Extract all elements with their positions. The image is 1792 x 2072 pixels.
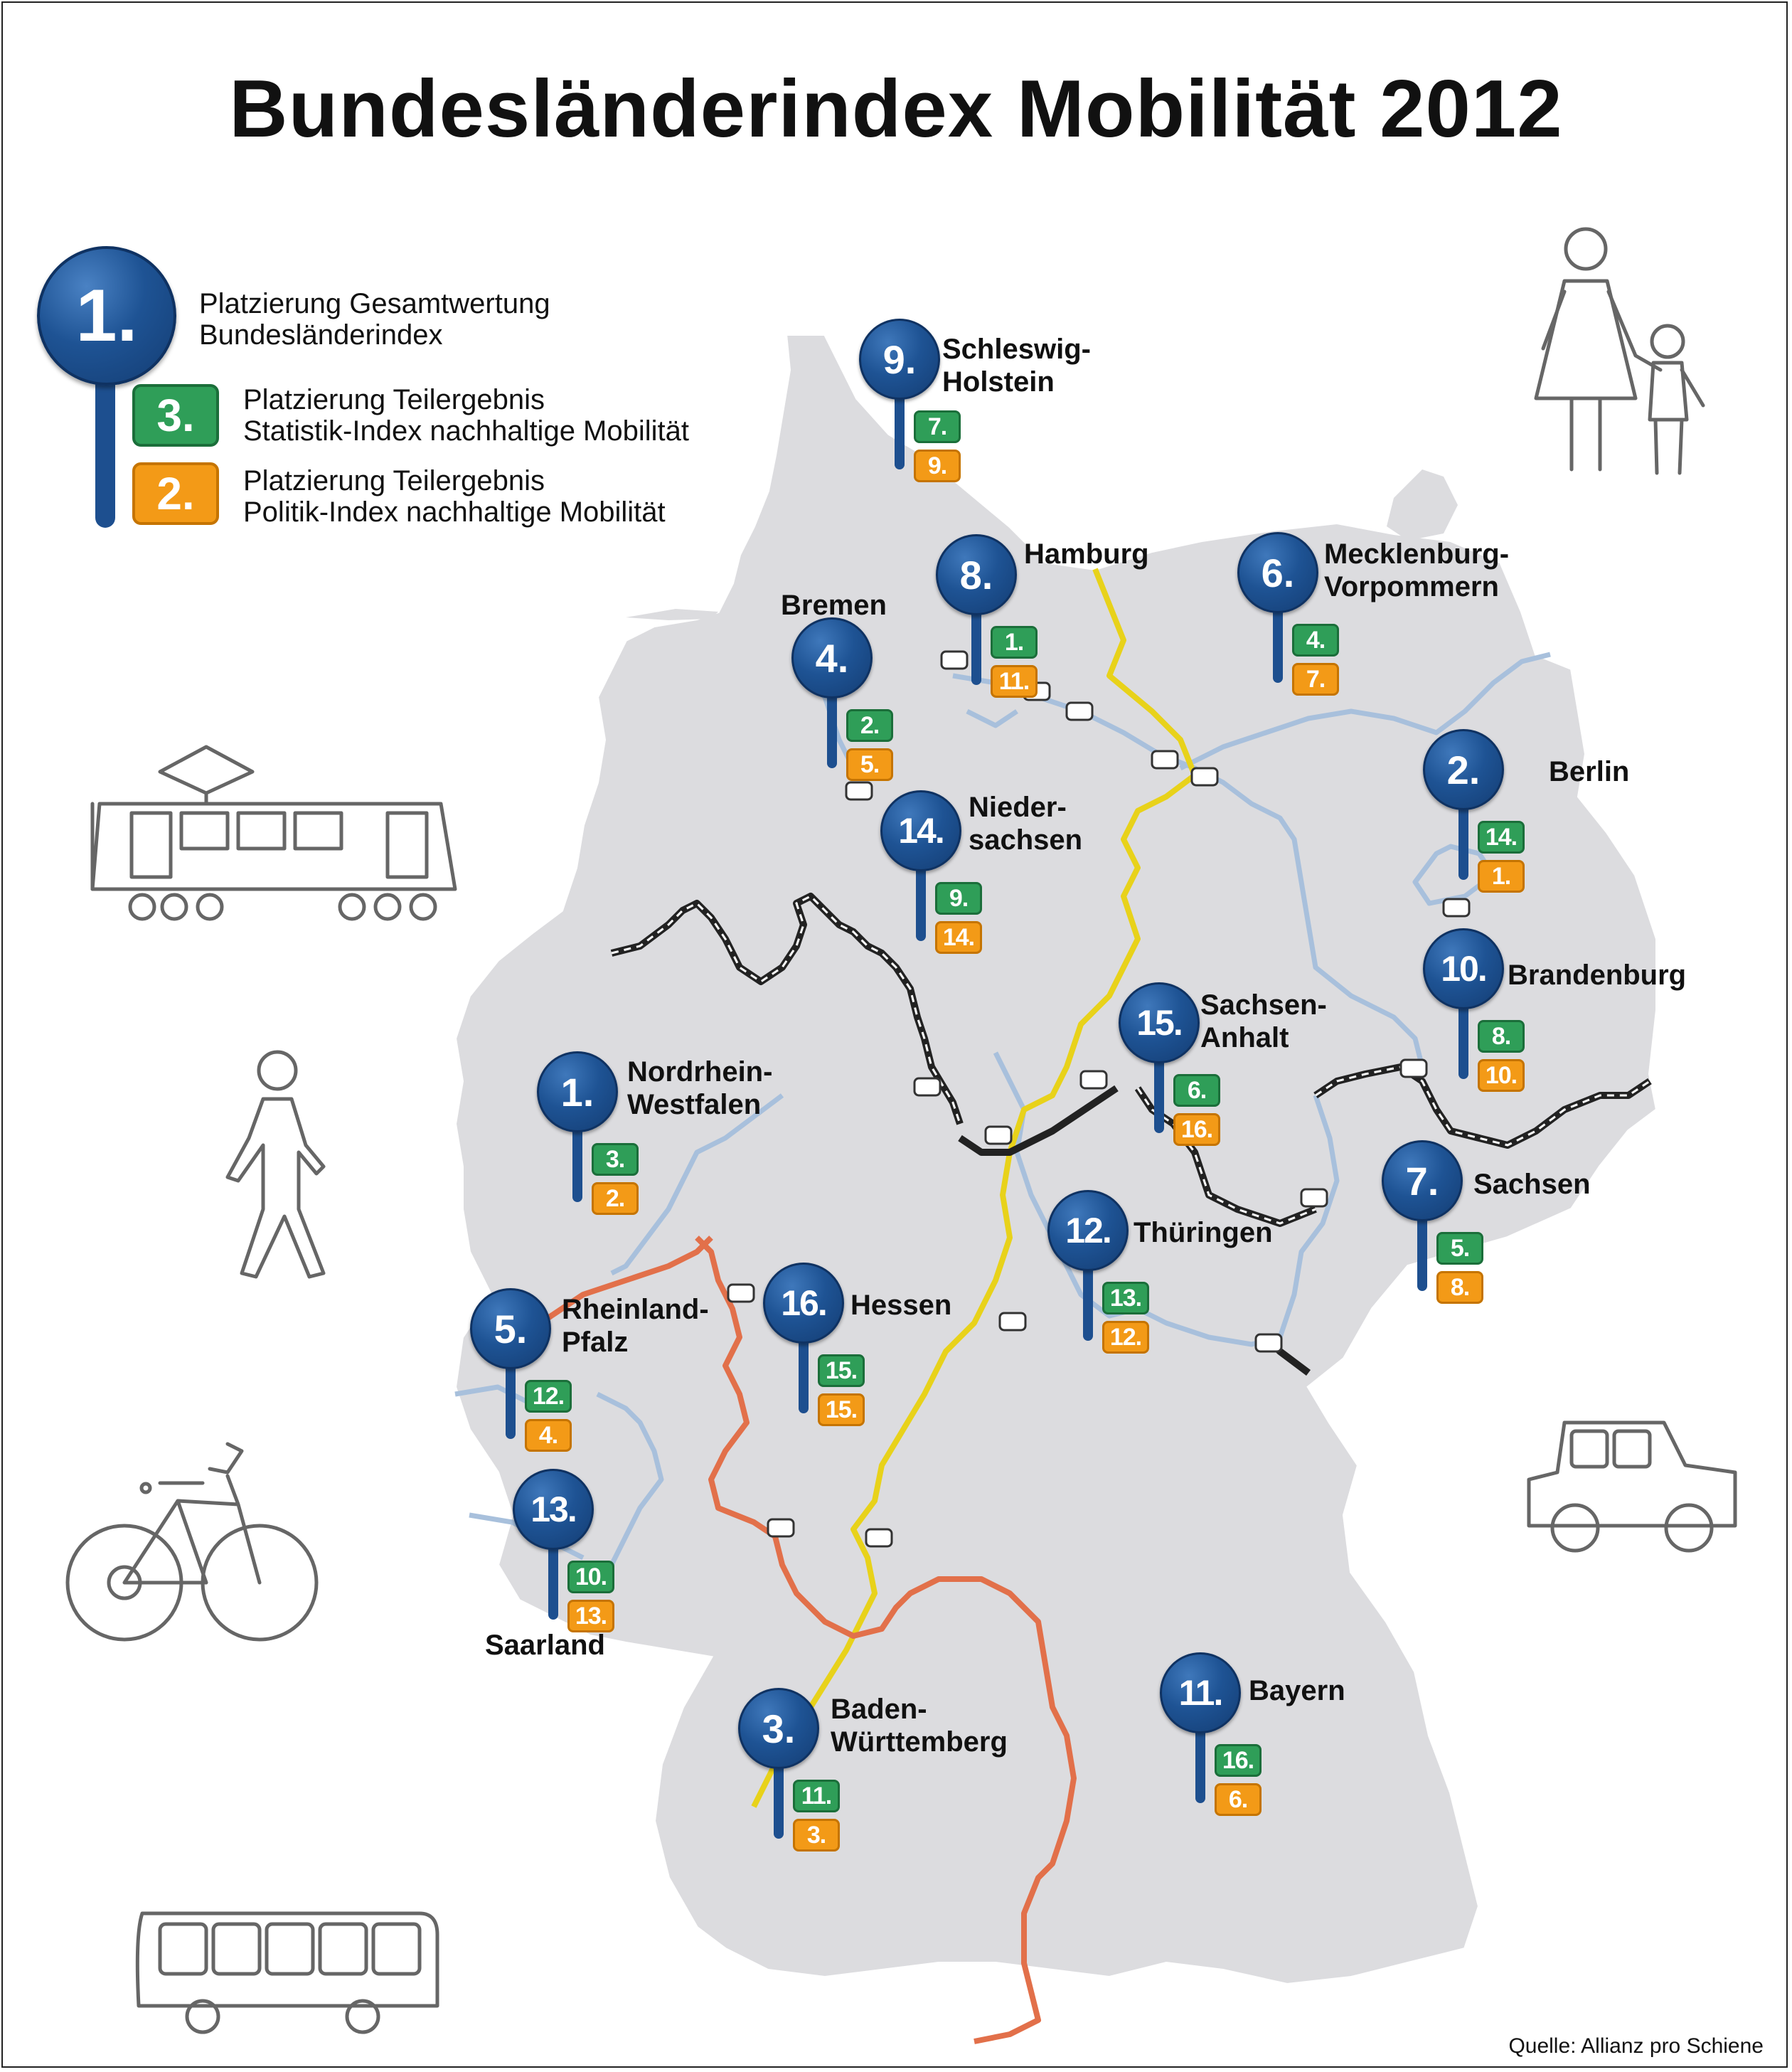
car-icon <box>1529 1423 1735 1551</box>
politik-rank: 14. <box>935 921 982 954</box>
statistik-rank: 5. <box>1436 1232 1483 1265</box>
state-label-brandenburg: Brandenburg <box>1508 960 1687 991</box>
statistik-rank: 1. <box>991 626 1038 659</box>
overall-rank: 13. <box>513 1469 594 1550</box>
state-label-hessen: Hessen <box>850 1290 952 1321</box>
overall-rank: 8. <box>936 534 1017 615</box>
legend-statistik-badge: 3. <box>132 384 219 447</box>
state-label-sachsen-anhalt: Sachsen- Anhalt <box>1200 989 1327 1053</box>
state-label-schleswig-holstein: Schleswig- Holstein <box>942 334 1091 398</box>
state-label-nordrhein-westfalen: Nordrhein- Westfalen <box>627 1056 773 1120</box>
politik-rank: 2. <box>592 1182 639 1215</box>
overall-rank: 7. <box>1382 1140 1463 1221</box>
state-label-saarland: Saarland <box>485 1630 605 1661</box>
politik-rank: 10. <box>1478 1059 1525 1092</box>
legend-pin-stem <box>95 370 115 528</box>
legend-statistik-text: Platzierung Teilergebnis Statistik-Index nachhaltige Mobilität <box>243 384 689 447</box>
bus-icon <box>137 1913 437 2032</box>
statistik-rank: 8. <box>1478 1020 1525 1053</box>
state-label-bayern: Bayern <box>1249 1675 1345 1706</box>
politik-rank: 15. <box>818 1393 865 1426</box>
statistik-rank: 10. <box>567 1561 614 1593</box>
state-label-thueringen: Thüringen <box>1134 1217 1273 1248</box>
politik-rank: 1. <box>1478 860 1525 893</box>
legend-overall-text: Platzierung Gesamtwertung Bundesländerindex <box>199 288 550 351</box>
overall-rank: 16. <box>763 1263 844 1344</box>
statistik-rank: 3. <box>592 1143 639 1176</box>
politik-rank: 11. <box>991 665 1038 698</box>
statistik-rank: 16. <box>1215 1744 1262 1777</box>
overall-rank: 3. <box>738 1688 819 1769</box>
overall-rank: 12. <box>1047 1190 1129 1271</box>
overall-rank: 6. <box>1237 532 1318 613</box>
statistik-rank: 2. <box>846 709 893 742</box>
statistik-rank: 11. <box>793 1780 840 1812</box>
state-label-sachsen: Sachsen <box>1473 1169 1591 1200</box>
pedestrian-icon <box>228 1052 324 1277</box>
statistik-rank: 4. <box>1292 624 1339 657</box>
state-label-berlin: Berlin <box>1549 756 1630 787</box>
overall-rank: 15. <box>1119 982 1200 1063</box>
overall-rank: 5. <box>470 1288 551 1369</box>
state-label-rheinland-pfalz: Rheinland- Pfalz <box>562 1294 709 1358</box>
politik-rank: 13. <box>567 1600 614 1632</box>
statistik-rank: 12. <box>525 1380 572 1413</box>
overall-rank: 11. <box>1160 1652 1241 1733</box>
state-label-mecklenburg-vorpommern: Mecklenburg- Vorpommern <box>1324 538 1510 602</box>
mother-child-icon <box>1536 229 1703 473</box>
overall-rank: 9. <box>859 319 940 400</box>
politik-rank: 4. <box>525 1419 572 1452</box>
state-label-hamburg: Hamburg <box>1024 538 1149 570</box>
statistik-rank: 13. <box>1102 1282 1149 1314</box>
politik-rank: 9. <box>914 450 961 482</box>
legend-politik-text: Platzierung Teilergebnis Politik-Index nachhaltige Mobilität <box>243 465 666 528</box>
politik-rank: 5. <box>846 748 893 781</box>
state-label-niedersachsen: Nieder- sachsen <box>969 792 1083 856</box>
politik-rank: 8. <box>1436 1271 1483 1304</box>
politik-rank: 7. <box>1292 663 1339 696</box>
politik-rank: 12. <box>1102 1321 1149 1354</box>
statistik-rank: 15. <box>818 1354 865 1387</box>
overall-rank: 10. <box>1423 928 1504 1009</box>
legend-politik-badge: 2. <box>132 462 219 525</box>
overall-rank: 2. <box>1423 729 1504 810</box>
page-title: Bundesländerindex Mobilität 2012 <box>229 64 1563 154</box>
overall-rank: 14. <box>880 790 961 871</box>
ruegen-island <box>1387 469 1458 541</box>
bicycle-icon <box>68 1444 316 1640</box>
state-label-bremen: Bremen <box>781 590 887 621</box>
politik-rank: 6. <box>1215 1783 1262 1816</box>
legend-overall-pin: 1. <box>37 246 176 386</box>
politik-rank: 16. <box>1173 1113 1220 1146</box>
statistik-rank: 7. <box>914 410 961 443</box>
overall-rank: 1. <box>537 1051 618 1132</box>
statistik-rank: 14. <box>1478 821 1525 854</box>
politik-rank: 3. <box>793 1819 840 1851</box>
statistik-rank: 6. <box>1173 1074 1220 1107</box>
state-label-baden-wuerttemberg: Baden- Württemberg <box>831 1694 1008 1758</box>
statistik-rank: 9. <box>935 882 982 915</box>
source-credit: Quelle: Allianz pro Schiene <box>1508 2034 1764 2058</box>
tram-icon <box>92 747 455 919</box>
overall-rank: 4. <box>791 617 873 698</box>
